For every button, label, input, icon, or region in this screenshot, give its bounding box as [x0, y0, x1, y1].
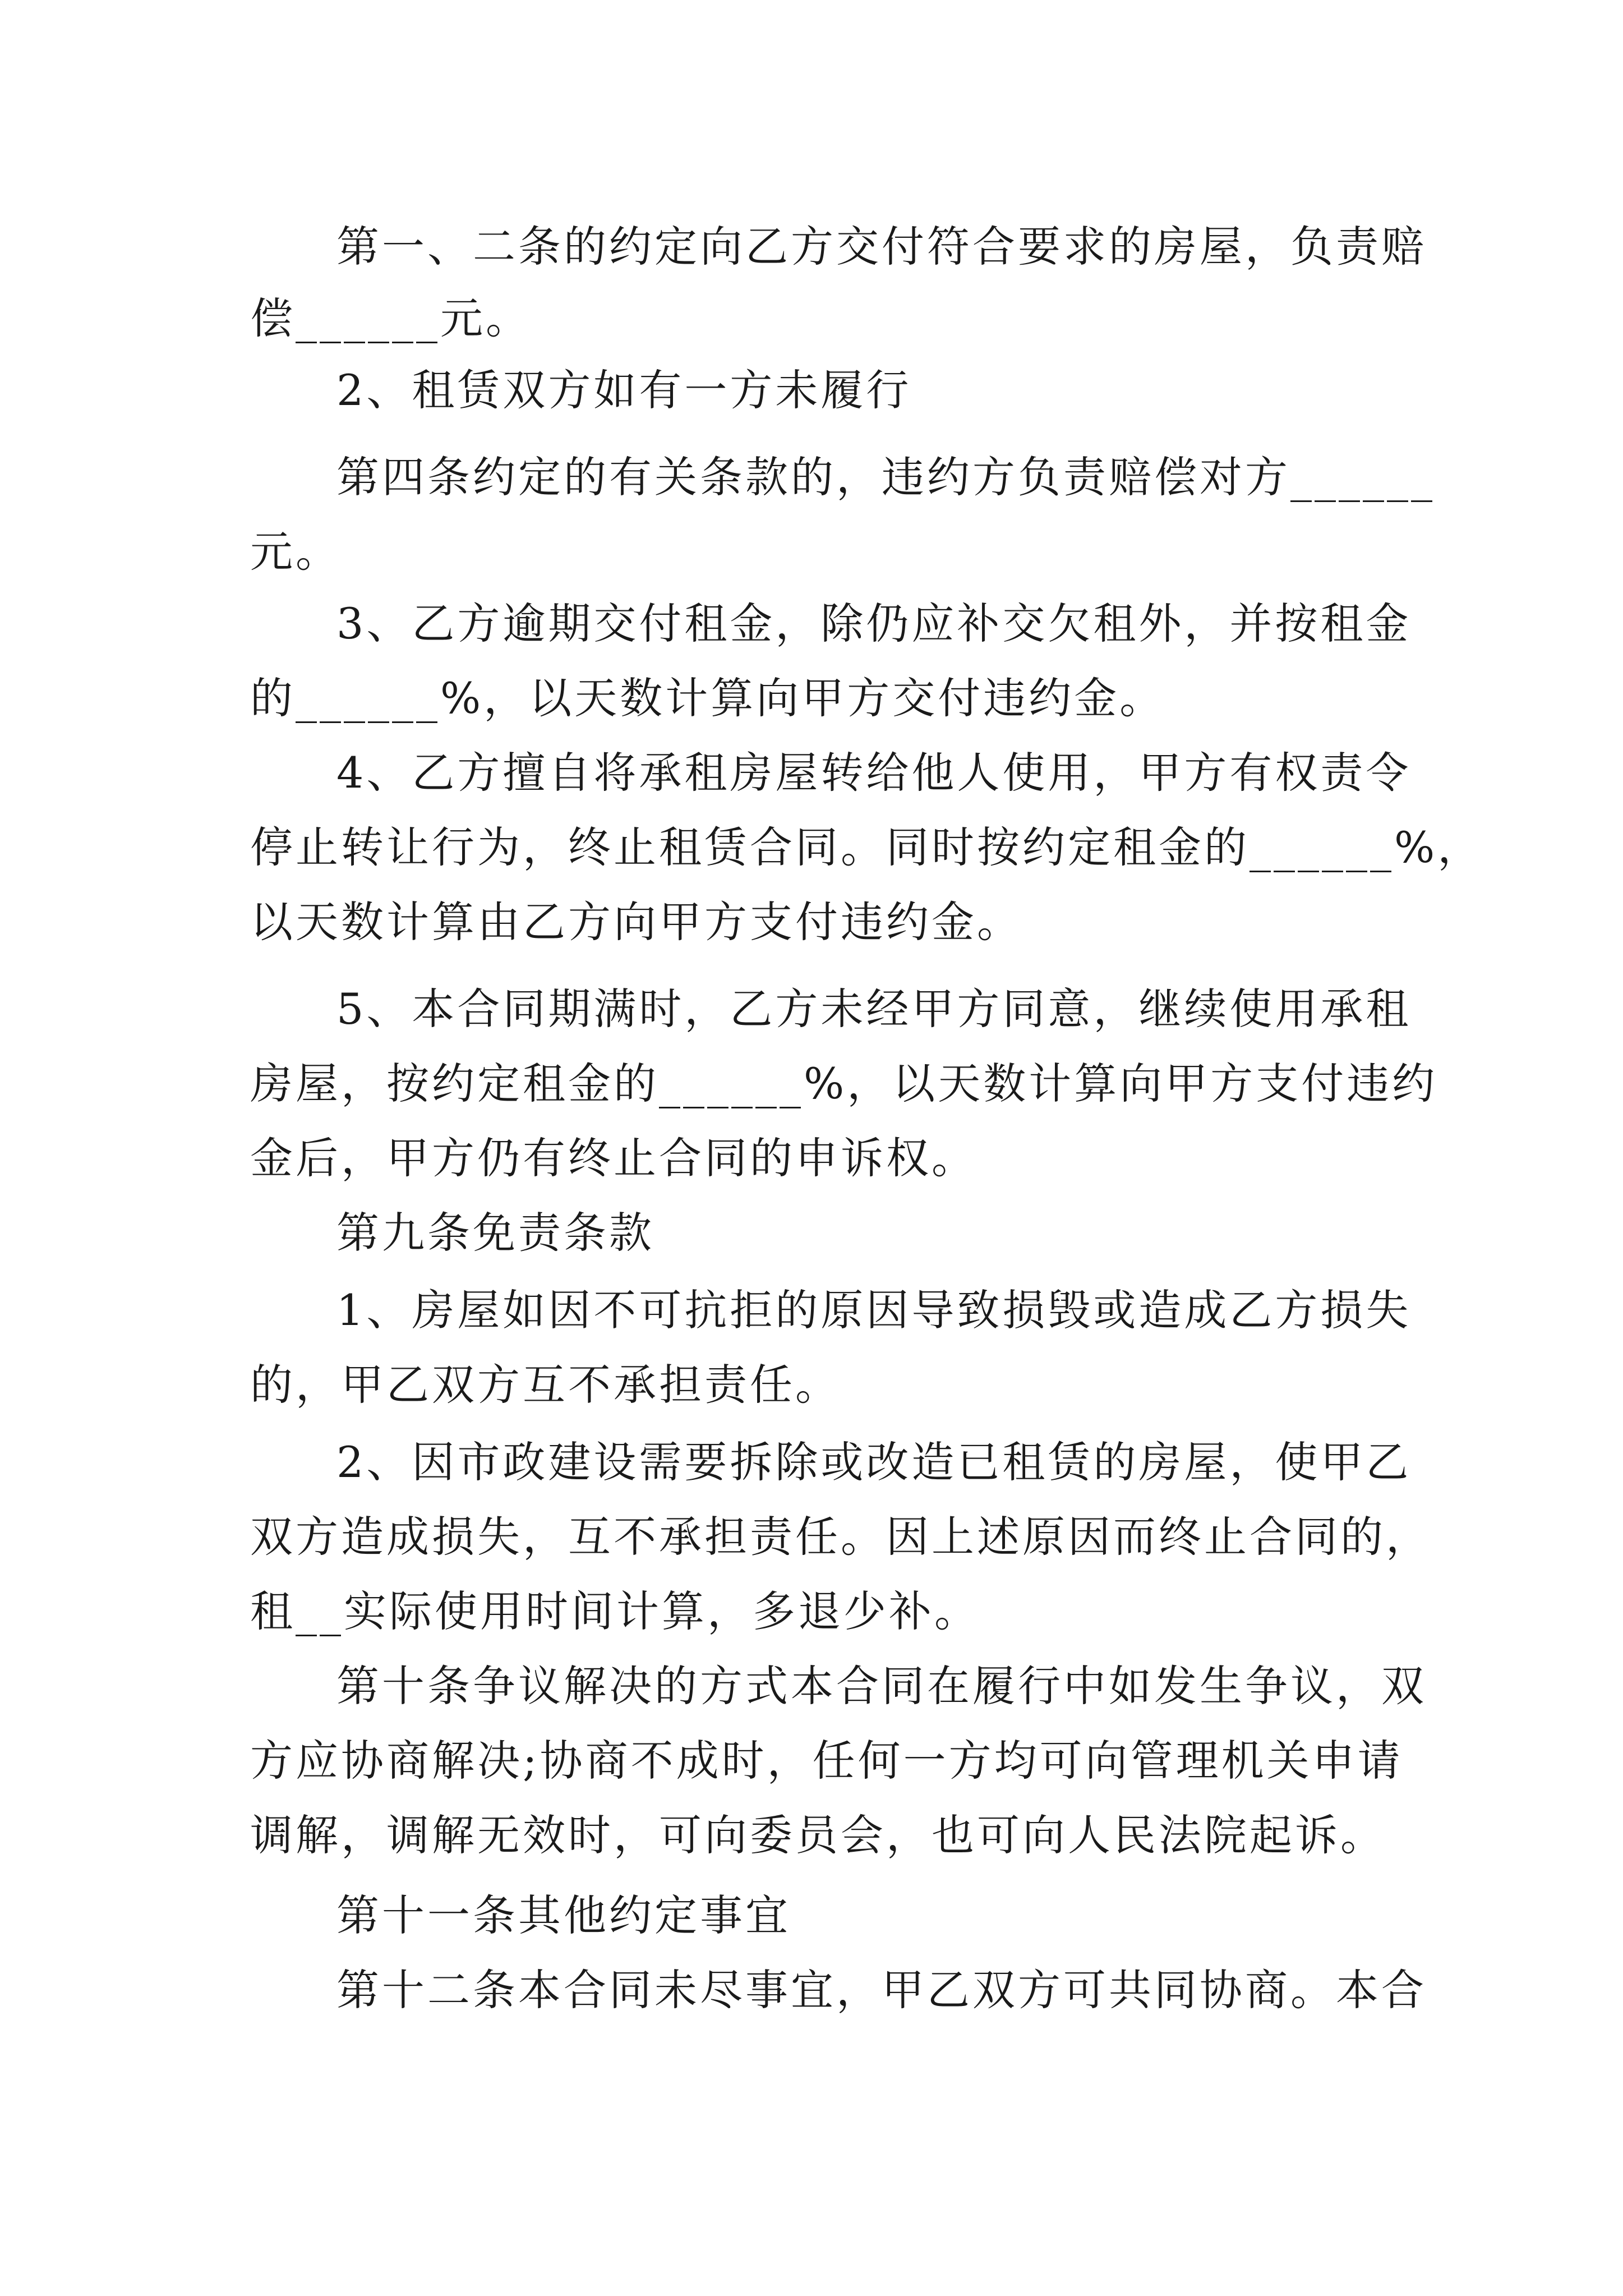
text-line: 的，甲乙双方互不承担责任。 [250, 1360, 841, 1410]
text-line: 5、本合同期满时，乙方未经甲方同意，继续使用承租 [336, 984, 1412, 1034]
text-line: 的______%，以天数计算向甲方交付违约金。 [250, 673, 1165, 723]
text-line: 双方造成损失，互不承担责任。因上述原因而终止合同的， [250, 1512, 1431, 1562]
text-line: 2、租赁双方如有一方未履行 [336, 365, 912, 415]
text-line: 第一、二条的约定向乙方交付符合要求的房屋，负责赔 [336, 222, 1427, 272]
text-line: 4、乙方擅自将承租房屋转给他人使用，甲方有权责令 [336, 748, 1412, 798]
text-line: 2、因市政建设需要拆除或改造已租赁的房屋，使甲乙 [336, 1437, 1412, 1487]
text-line: 停止转让行为，终止租赁合同。同时按约定租金的______%， [250, 822, 1483, 872]
section-heading: 第九条免责条款 [336, 1208, 654, 1258]
text-line: 第四条约定的有关条款的，违约方负责赔偿对方______ [336, 452, 1435, 502]
text-line: 调解，调解无效时，可向委员会，也可向人民法院起诉。 [250, 1810, 1386, 1860]
text-line: 以天数计算由乙方向甲方支付违约金。 [250, 897, 1022, 947]
text-line: 方应协商解决;协商不成时，任何一方均可向管理机关申请 [250, 1736, 1403, 1786]
text-line: 3、乙方逾期交付租金，除仍应补交欠租外，并按租金 [336, 599, 1412, 648]
text-line: 元。 [250, 527, 341, 577]
text-line: 1、房屋如因不可抗拒的原因导致损毁或造成乙方损失 [336, 1285, 1412, 1335]
text-line: 租__实际使用时间计算，多退少补。 [250, 1586, 980, 1636]
text-line: 偿______元。 [250, 293, 531, 343]
section-heading: 第十一条其他约定事宜 [336, 1890, 791, 1940]
text-line: 金后，甲方仍有终止合同的申诉权。 [250, 1133, 977, 1183]
text-line: 第十条争议解决的方式本合同在履行中如发生争议，双 [336, 1661, 1427, 1711]
text-line: 房屋，按约定租金的______%，以天数计算向甲方支付违约 [250, 1059, 1438, 1108]
text-line: 第十二条本合同未尽事宜，甲乙双方可共同协商。本合 [336, 1965, 1427, 2015]
